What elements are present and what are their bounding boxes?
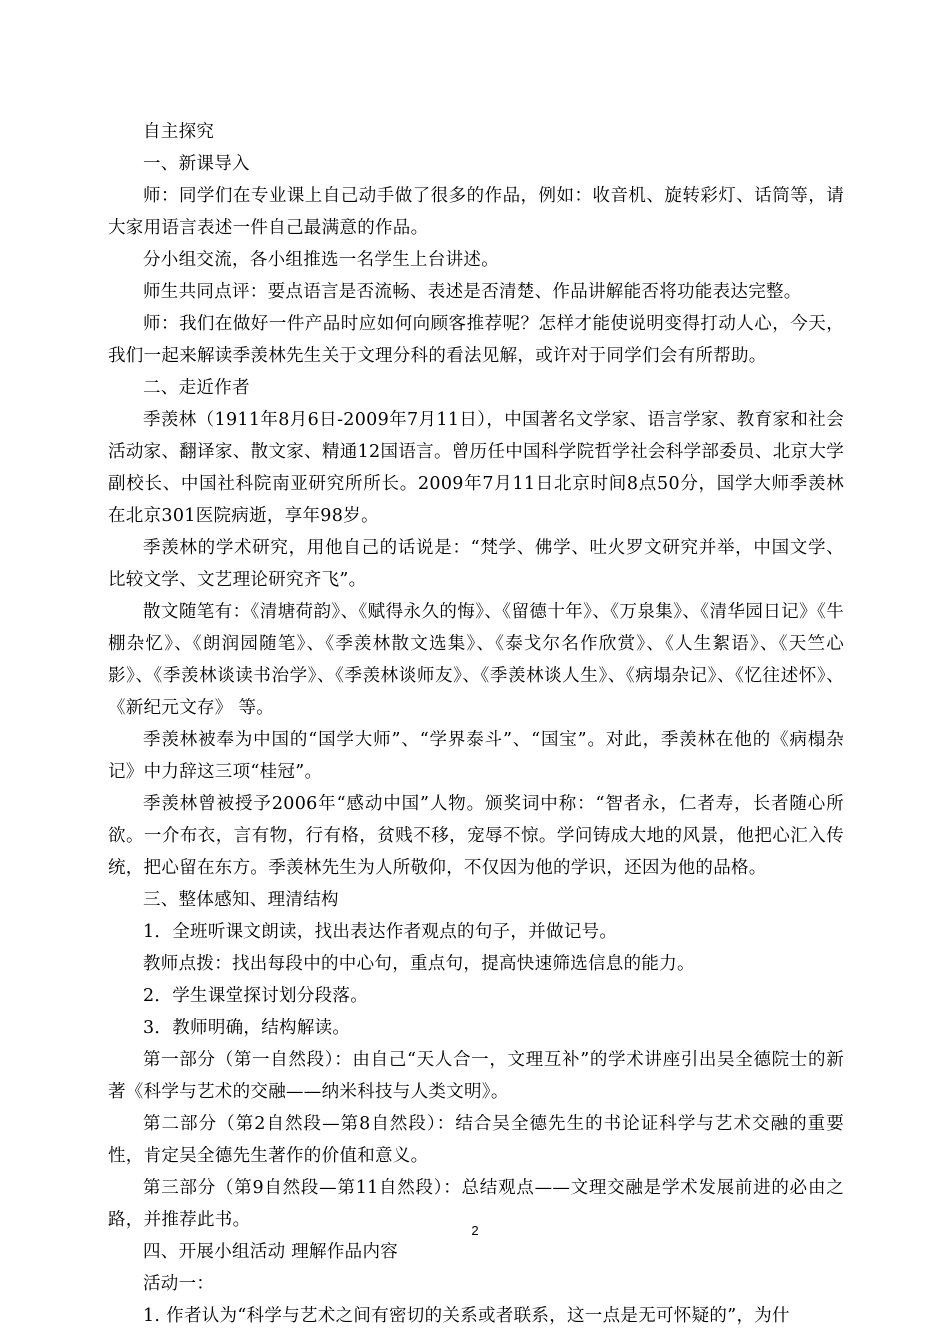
body-paragraph: 师：同学们在专业课上自己动手做了很多的作品，例如：收音机、旋转彩灯、话筒等，请大家用语言表述一件自己最满意的作品。 — [108, 186, 844, 238]
body-paragraph: 季羡林被奉为中国的“国学大师”、“学界泰斗”、“国宝”。对此，季羡林在他的《病榻杂记》中力辞这三项“桂冠”。 — [108, 730, 844, 782]
body-paragraph: 1. 作者认为“科学与艺术之间有密切的关系或者联系，这一点是无可怀疑的”，为什 — [143, 1306, 790, 1326]
body-paragraph: 1．全班听课文朗读，找出表达作者观点的句子，并做记号。 — [143, 922, 618, 942]
body-paragraph: 散文随笔有：《清塘荷韵》、《赋得永久的悔》、《留德十年》、《万泉集》、《清华园日记》《牛棚杂忆》、《朗润园随笔》、《季羡林散文选集》、《泰戈尔名作欣赏》、《人生絮语》、《天竺心影》、《季羡林谈读书治学》、《季羡林谈师友》、《季羡林谈人生》、《病塌杂记》、《忆往述怀》、《新纪元文存》 等。 — [108, 602, 844, 718]
body-paragraph: 第二部分（第2自然段—第8自然段）：结合吴全德先生的书论证科学与艺术交融的重要性，肯定吴全德先生著作的价值和意义。 — [108, 1114, 844, 1166]
body-paragraph: 活动一： — [143, 1274, 215, 1294]
body-paragraph: 第三部分（第9自然段—第11自然段）：总结观点——文理交融是学术发展前进的必由之路，并推荐此书。 — [108, 1178, 844, 1230]
body-paragraph: 季羡林曾被授予2006年“感动中国”人物。颁奖词中称：“智者永，仁者寿，长者随心所欲。一介布衣，言有物，行有格，贫贱不移，宠辱不惊。学问铸成大地的风景，他把心汇入传统，把心留在东方。季羡林先生为人所敬仰，不仅因为他的学识，还因为他的品格。 — [108, 794, 844, 878]
page-number: 2 — [471, 1223, 479, 1238]
section-heading-activity: 四、开展小组活动 理解作品内容 — [143, 1242, 399, 1262]
body-paragraph: 季羡林（1911年8月6日-2009年7月11日），中国著名文学家、语言学家、教育家和社会活动家、翻译家、散文家、精通12国语言。曾历任中国科学院哲学社会科学部委员、北京大学副校长、中国社科院南亚研究所所长。2009年7月11日北京时间8点50分，国学大师季羡林在北京301医院病逝，享年98岁。 — [108, 410, 844, 526]
section-heading-author: 二、走近作者 — [143, 378, 250, 398]
body-paragraph: 师：我们在做好一件产品时应如何向顾客推荐呢？怎样才能使说明变得打动人心，今天，我们一起来解读季羡林先生关于文理分科的看法见解，或许对于同学们会有所帮助。 — [108, 314, 844, 366]
heading-self-study: 自主探究 — [143, 122, 215, 142]
document-body — [108, 116, 844, 1332]
section-heading-intro: 一、新课导入 — [143, 154, 250, 174]
body-paragraph: 教师点拨：找出每段中的中心句，重点句，提高快速筛选信息的能力。 — [143, 954, 695, 974]
body-paragraph: 2．学生课堂探讨划分段落。 — [143, 986, 369, 1006]
body-paragraph: 师生共同点评：要点语言是否流畅、表述是否清楚、作品讲解能否将功能表达完整。 — [143, 282, 802, 302]
body-paragraph: 第一部分（第一自然段）：由自己“天人合一，文理互补”的学术讲座引出吴全德院士的新著《科学与艺术的交融——纳米科技与人类文明》。 — [108, 1050, 844, 1102]
body-paragraph: 3．教师明确，结构解读。 — [143, 1018, 351, 1038]
section-heading-structure: 三、整体感知、理清结构 — [143, 890, 339, 910]
body-paragraph: 分小组交流，各小组推选一名学生上台讲述。 — [143, 250, 499, 270]
body-paragraph: 季羡林的学术研究，用他自己的话说是：“梵学、佛学、吐火罗文研究并举，中国文学、比较文学、文艺理论研究齐飞”。 — [108, 538, 844, 590]
